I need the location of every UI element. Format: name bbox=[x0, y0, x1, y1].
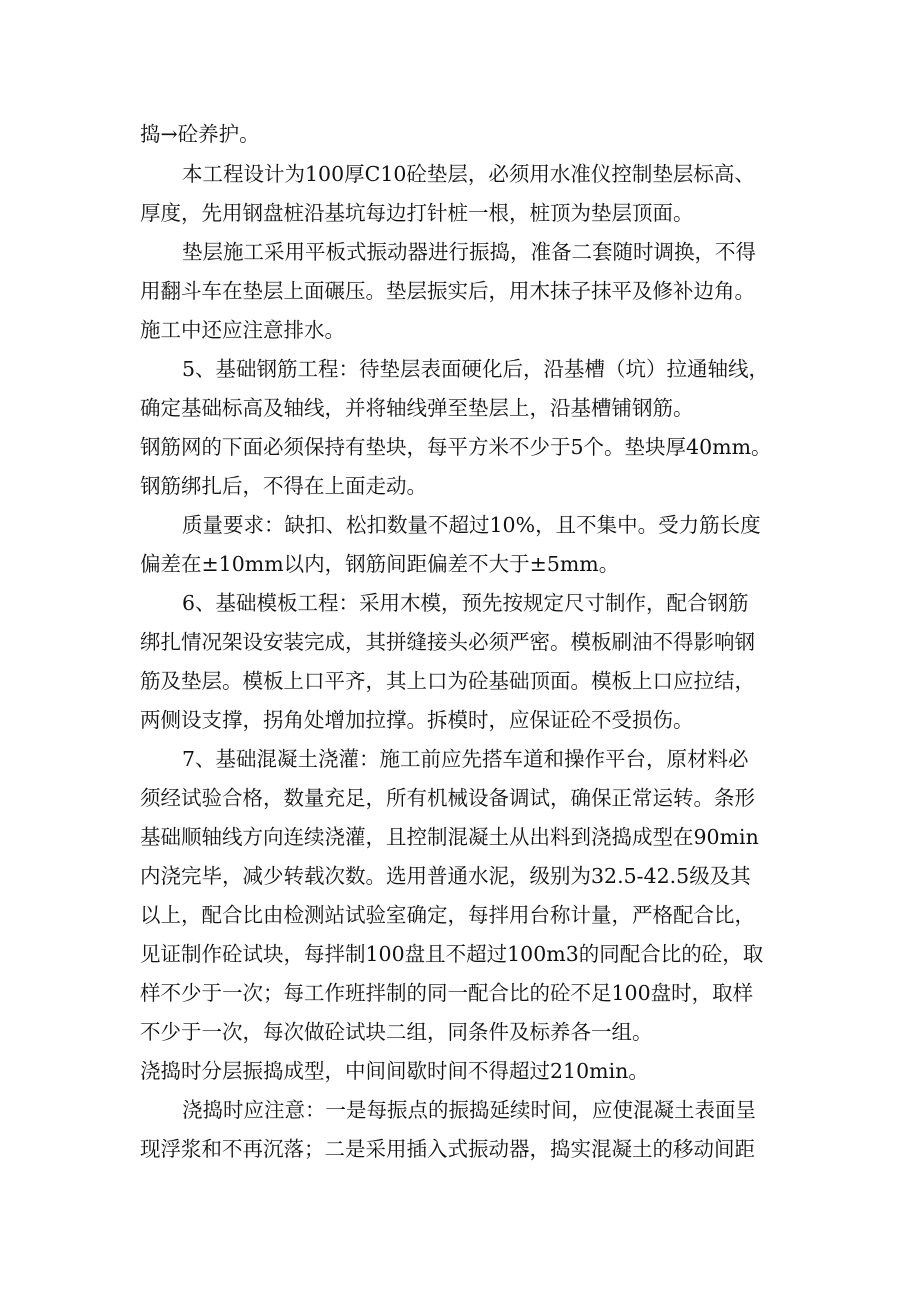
text-line: 浇捣时应注意：一是每振点的振捣延续时间，应使混凝土表面呈 bbox=[182, 1098, 756, 1122]
text-line: 内浇完毕，减少转载次数。选用普通水泥，级别为32.5-42.5级及其 bbox=[140, 864, 751, 888]
text-line: 偏差在±10mm以内，钢筋间距偏差不大于±5mm。 bbox=[140, 552, 620, 576]
text-line: 6、基础模板工程：采用木模，预先按规定尺寸制作，配合钢筋 bbox=[182, 591, 749, 615]
text-line: 5、基础钢筋工程：待垫层表面硬化后，沿基槽（坑）拉通轴线， bbox=[182, 357, 770, 381]
text-line: 施工中还应注意排水。 bbox=[140, 318, 345, 342]
text-line: 确定基础标高及轴线，并将轴线弹至垫层上，沿基槽铺钢筋。 bbox=[140, 396, 694, 420]
text-line: 见证制作砼试块，每拌制100盘且不超过100m3的同配合比的砼，取 bbox=[140, 942, 764, 966]
text-line: 用翻斗车在垫层上面碾压。垫层振实后，用木抹子抹平及修补边角。 bbox=[140, 279, 755, 303]
text-line: 两侧设支撑，拐角处增加拉撑。拆模时，应保证砼不受损伤。 bbox=[140, 708, 694, 732]
text-line: 以上，配合比由检测站试验室确定，每拌用台称计量，严格配合比， bbox=[140, 903, 755, 927]
text-line: 样不少于一次；每工作班拌制的同一配合比的砼不足100盘时，取样 bbox=[140, 981, 754, 1005]
text-line: 筋及垫层。模板上口平齐，其上口为砼基础顶面。模板上口应拉结， bbox=[140, 669, 755, 693]
text-line: 须经试验合格，数量充足，所有机械设备调试，确保正常运转。条形 bbox=[140, 786, 755, 810]
text-line: 质量要求：缺扣、松扣数量不超过10%，且不集中。受力筋长度 bbox=[182, 513, 761, 537]
text-line: 钢筋网的下面必须保持有垫块，每平方米不少于5个。垫块厚40mm。 bbox=[140, 435, 772, 459]
text-line: 绑扎情况架设安装完成，其拼缝接头必须严密。模板刷油不得影响钢 bbox=[140, 630, 755, 654]
text-line: 本工程设计为100厚C10砼垫层，必须用水准仪控制垫层标高、 bbox=[182, 162, 755, 186]
text-line: 现浮浆和不再沉落；二是采用插入式振动器，捣实混凝土的移动间距 bbox=[140, 1137, 755, 1161]
text-line: 不少于一次，每次做砼试块二组，同条件及标养各一组。 bbox=[140, 1020, 653, 1044]
text-line: 捣→砼养护。 bbox=[140, 122, 260, 146]
text-line: 浇捣时分层振捣成型，中间间歇时间不得超过210min。 bbox=[140, 1059, 649, 1083]
text-line: 厚度，先用钢盘桩沿基坑每边打针桩一根，桩顶为垫层顶面。 bbox=[140, 201, 694, 225]
text-line: 7、基础混凝土浇灌：施工前应先搭车道和操作平台，原材料必 bbox=[182, 747, 749, 771]
text-line: 钢筋绑扎后，不得在上面走动。 bbox=[140, 474, 427, 498]
text-line: 基础顺轴线方向连续浇灌，且控制混凝土从出料到浇捣成型在90min bbox=[140, 825, 759, 849]
text-line: 垫层施工采用平板式振动器进行振捣，准备二套随时调换，不得 bbox=[182, 240, 756, 264]
